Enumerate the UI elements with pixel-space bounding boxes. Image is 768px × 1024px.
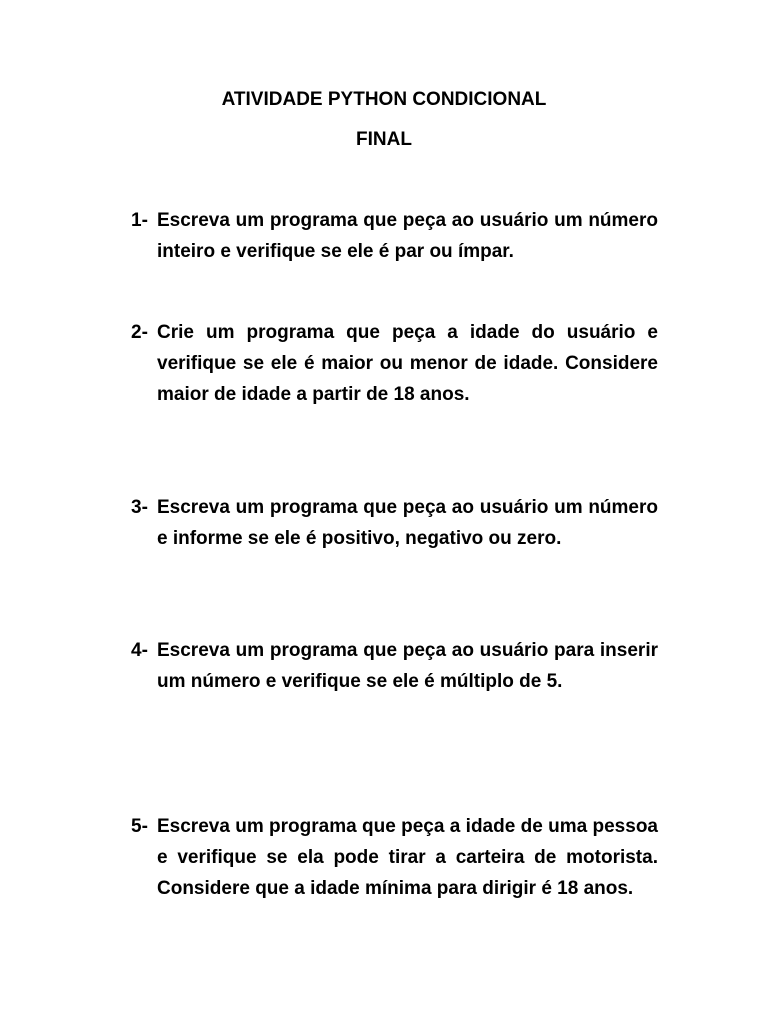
question-text: Escreva um programa que peça ao usuário para inserir um número e verifique se ele é múltiplo de 5. bbox=[157, 640, 658, 692]
question-item-4 bbox=[131, 635, 658, 697]
question-text: Escreva um programa que peça ao usuário um número e informe se ele é positivo, negativo ou zero. bbox=[157, 497, 658, 549]
document-title: ATIVIDADE PYTHON CONDICIONAL bbox=[221, 89, 547, 110]
question-number: 1- bbox=[131, 210, 148, 231]
question-item-3 bbox=[131, 492, 658, 554]
question-item-2 bbox=[131, 317, 658, 410]
question-text: Escreva um programa que peça ao usuário um número inteiro e verifique se ele é par ou ímpar. bbox=[157, 210, 658, 262]
question-item-5 bbox=[131, 811, 658, 904]
question-text: Crie um programa que peça a idade do usuário e verifique se ele é maior ou menor de idade. Considere maior de idade a partir de 18 anos. bbox=[157, 322, 658, 405]
question-number: 5- bbox=[131, 816, 148, 837]
question-item-1 bbox=[131, 205, 658, 267]
question-text: Escreva um programa que peça a idade de uma pessoa e verifique se ela pode tirar a carteira de motorista. Considere que a idade mínima para dirigir é 18 anos. bbox=[157, 816, 658, 899]
question-number: 4- bbox=[131, 640, 148, 661]
document-subtitle: FINAL bbox=[356, 129, 412, 150]
question-number: 3- bbox=[131, 497, 148, 518]
question-number: 2- bbox=[131, 322, 148, 343]
